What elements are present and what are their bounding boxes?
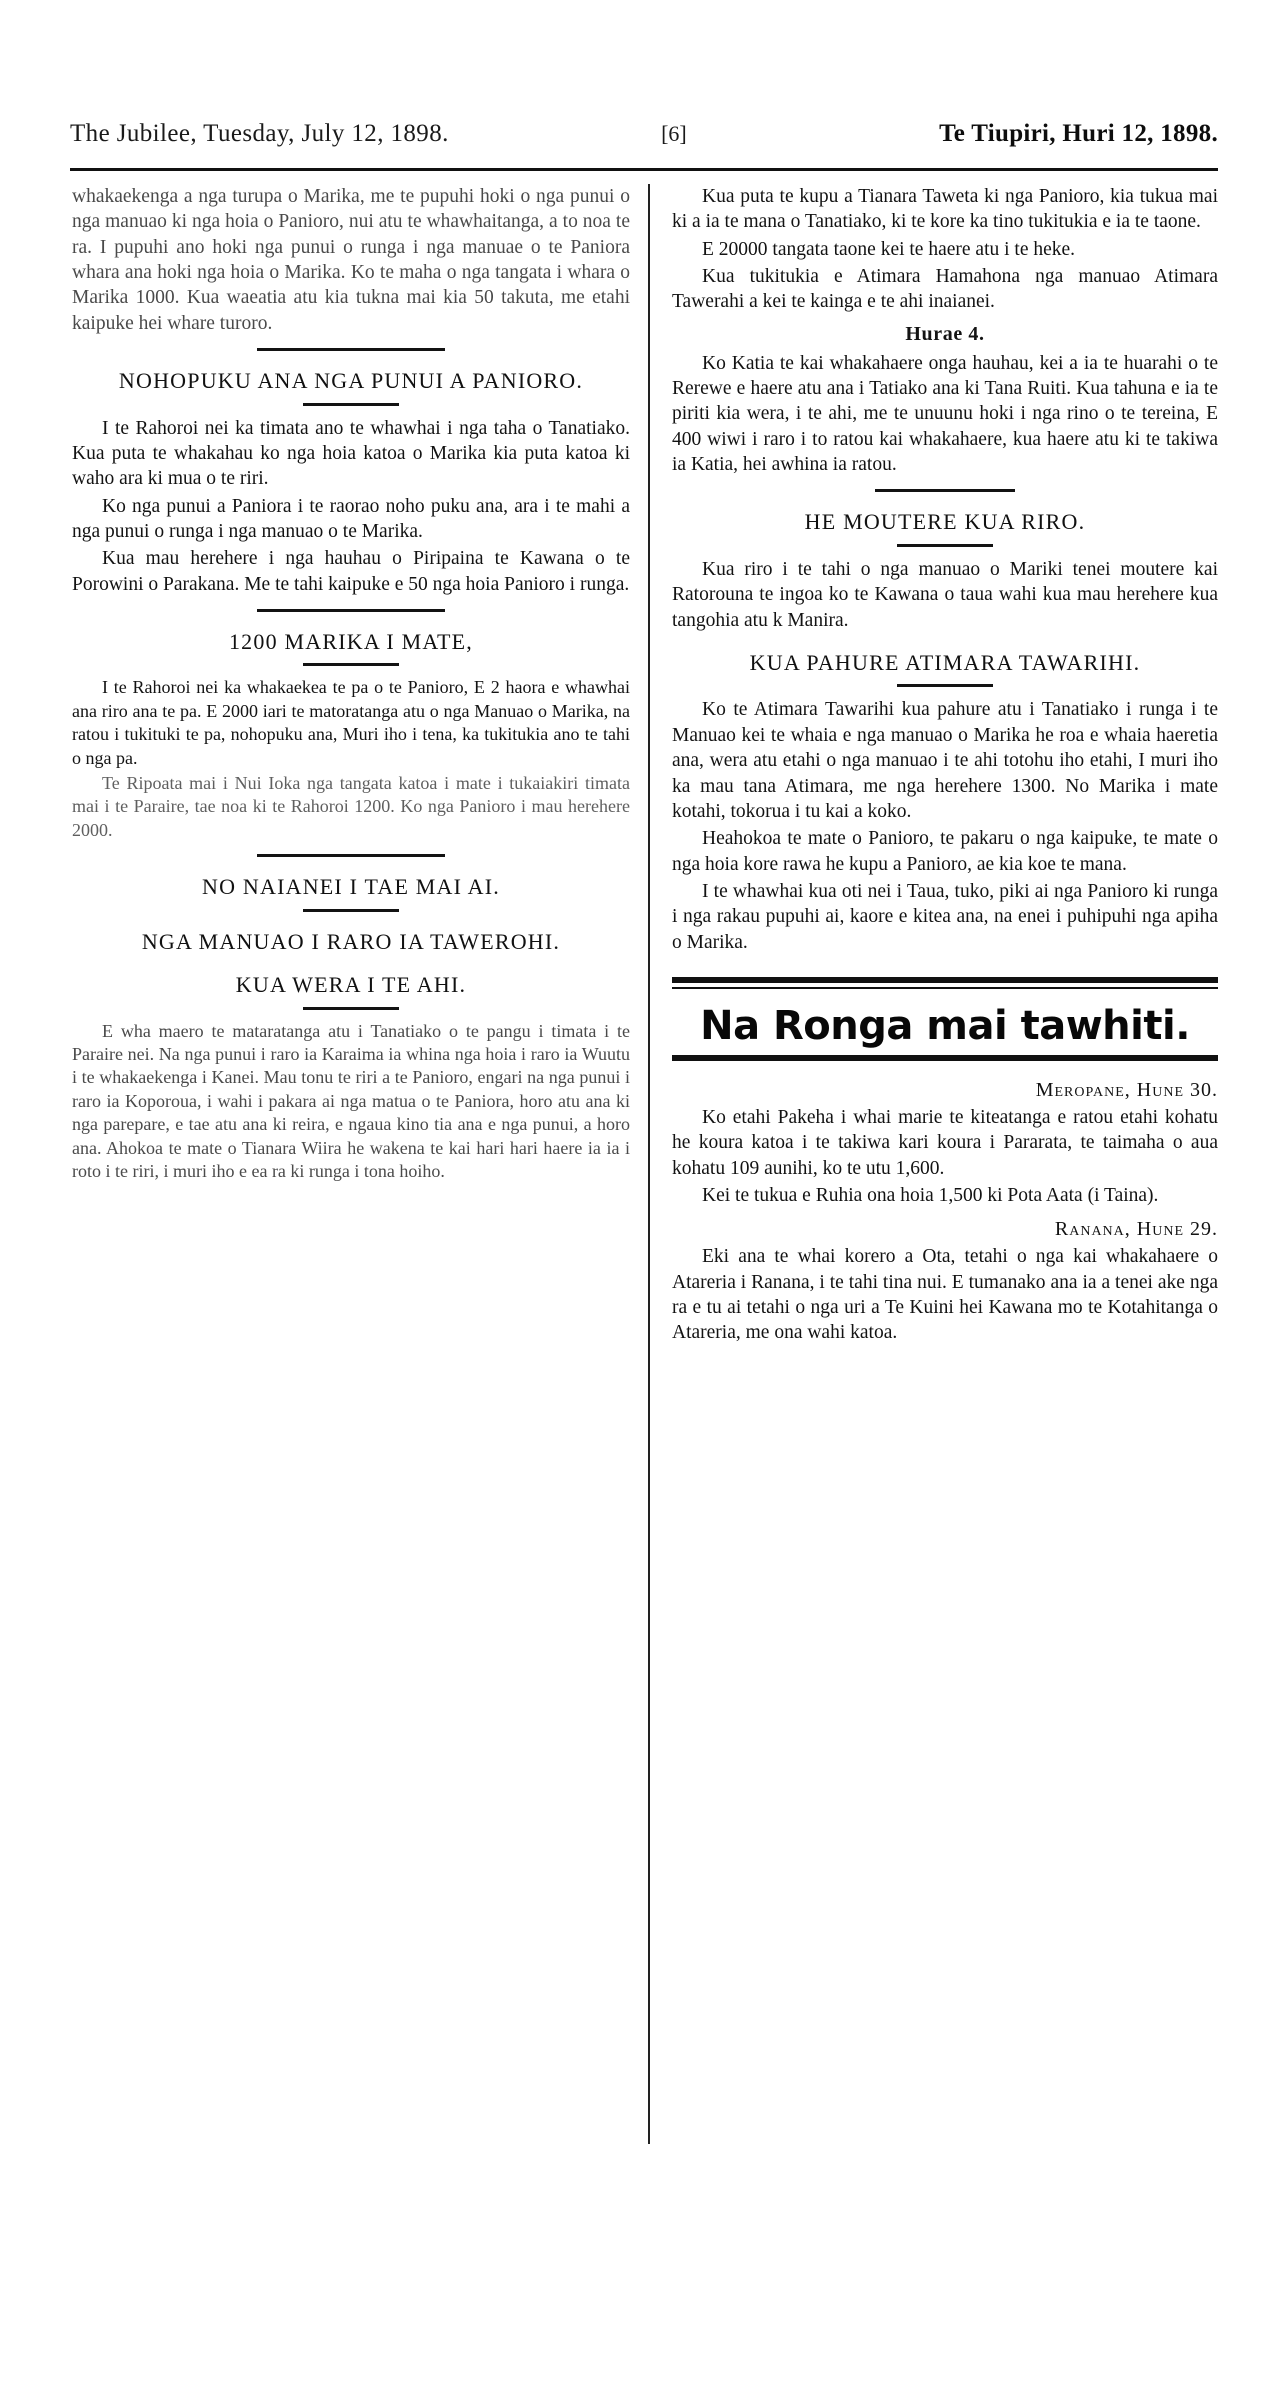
paragraph: Ko etahi Pakeha i whai marie te kiteatanga e ratou etahi kohatu he koura katoa i te takiwa kari koura i Pararata, te taimaha o aua kohatu 109 aunihi, ko te utu 1,600. [672,1106,1218,1179]
section-heading-no-naianei: NO NAIANEI I TAE MAI AI. [202,874,500,900]
paragraph: E 20000 tangata taone kei te haere atu i te heke. [702,238,1076,260]
masthead-left-title: The Jubilee, Tuesday, July 12, 1898. [70,120,449,147]
section-heading-marika-i-mate: 1200 MARIKA I MATE, [228,628,474,654]
banner-rule-bottom [672,987,1218,989]
dateline-ranana: Ranana, Hune 29. [1054,1218,1218,1241]
dateline-hurae: Hurae 4. [905,322,985,345]
paragraph: Ko te Atimara Tawarihi kua pahure atu i Tanatiako i runga i te Manuao kei te whaia e nga manuao o Marika he roa e whaia haeretia ana, wera atu etahi o nga manuao i te ahi totohu iho etahi, I muri iho ka mau tana Atimara, me nga herehere 1300. No Marika i mate kotahi, tokorua i tu kai a koko. [672,699,1218,822]
paragraph: I te Rahoroi nei ka timata ano te whawhai i nga taha o Tanatiako. Kua puta te whakahau ko nga hoia katoa o Marika kia puta katoa ki waho ara ki mua o te riri. [72,417,630,490]
heading-underline [303,403,399,406]
section-separator [875,489,1015,492]
paragraph: Kei te tukua e Ruhia ona hoia 1,500 ki Pota Aata (i Taina). [702,1184,1159,1206]
column-divider [648,184,650,2144]
paragraph: Kua puta te kupu a Tianara Taweta ki nga Panioro, kia tukua mai ki a ia te mana o Tanatiako, ki te kore ka tino tukitukia e ia te taone. [672,186,1218,233]
paragraph: whakaekenga a nga turupa o Marika, me te pupuhi hoki o nga punui o nga manuao ki nga hoia o Panioro, nui atu te whawhaitanga, a to noa te ra. I pupuhi ano hoki nga punui o runga i nga manuae o te Paniora whara ana hoki nga hoia o Marika. Ko te maha o nga tangata i whara o Marika 1000. Kua waeatia atu kia tukna mai kia 50 takuta, me etahi kaipuke hei whare turoro. [72,186,630,334]
masthead-right-title: Te Tiupiri, Huri 12, 1898. [939,120,1218,147]
right-column [672,184,1218,1348]
section-heading-nga-manuao: NGA MANUAO I RARO IA TAWEROHI. [141,928,561,954]
paragraph: Ko Katia te kai whakahaere onga hauhau, kei a ia te huarahi o te Rerewe e haere atu ana i Tatiako ana ki Tana Ruiti. Kua tahuna e ia te piriti kia wera, i te ahi, me te unuunu hoki i nga rino o te tereina, E 400 wiwi i raro i to ratou kai whakahaere, kua haere atu ki te takiwa ia Katia, hei awhina ia ratou. [672,352,1218,476]
heading-underline [303,663,399,666]
section-heading-kua-wera: KUA WERA I TE AHI. [235,972,467,998]
page-number: [6] [661,121,687,146]
paragraph: Eki ana te whai korero a Ota, tetahi o nga kai whakahaere o Atareria i Ranana, i te tahi tina nui. E tumanako ana ia a tenei ake nga ra e tu ai tetahi o nga uri a Te Kuini hei Kawana mo te Kotahitanga o Atareria, me ona wahi katoa. [672,1246,1218,1344]
section-separator [257,854,445,857]
masthead [70,120,1218,160]
paragraph: E wha maero te mataratanga atu i Tanatiako o te pangu i timata i te Paraire nei. Na nga punui i raro ia Karaima ia whina nga hoia i raro ia Wuutu i te whakaekenga i Kanei. Mau tonu te riri a te Panioro, engari na nga punui i raro ia Koporoua, i wahi i pakara ai nga matua o te Paniora, horo atu ana ki nga parepare, e tae atu ana ki reira, e ngaua kino tia ana e nga punui, a horo ana. Ahokoa te mate o Tianara Wiira he wakena te kai hari hari haere ia ia i roto i te riri, i muri iho e ea ra ki runga i tona hoiho. [72,1020,630,1182]
paragraph: Kua riro i te tahi o nga manuao o Mariki tenei moutere kai Ratorouna te ingoa ko te Kawana o taua wahi kua mau herehere kua tangohia atu k Manira. [672,558,1218,631]
paragraph: Kua mau herehere i nga hauhau o Piripaina te Kawana o te Porowini o Parakana. Me te tahi kaipuke e 50 nga hoia Panioro i runga. [72,548,630,595]
paragraph: Te Ripoata mai i Nui Ioka nga tangata katoa i mate i tukaiakiri timata mai i te Paraire, tae noa ki te Rahoroi 1200. Ko nga Panioro i mau herehere 2000. [72,773,630,840]
paragraph: Heahokoa te mate o Panioro, te pakaru o nga kaipuke, te mate o nga hoia kore rawa he kupu a Panioro, ae kia koe te mana. [672,828,1218,875]
heading-underline [303,1007,399,1010]
heading-underline [897,684,993,687]
banner-heading-na-ronga: Na Ronga mai tawhiti. [700,1002,1190,1049]
heading-underline [897,544,993,547]
paragraph: Kua tukitukia e Atimara Hamahona nga manuao Atimara Tawerahi a kei te kainga e te ahi inaianei. [672,266,1218,313]
left-column [72,184,630,1185]
paragraph: Ko nga punui a Paniora i te raorao noho puku ana, ara i te mahi a nga punui o runga i nga manuao o te Marika. [72,495,630,542]
heading-underline [303,909,399,912]
paragraph: I te whawhai kua oti nei i Taua, tuko, piki ai nga Panioro ki runga i nga rakau pupuhi ai, kaore e kitea ana, na enei i puhipuhi nga apiha o Marika. [672,880,1218,953]
masthead-rule [70,168,1218,171]
section-separator [257,609,445,612]
section-heading-kua-pahure: KUA PAHURE ATIMARA TAWARIHI. [749,649,1141,675]
section-heading-nohopuku: NOHOPUKU ANA NGA PUNUI A PANIORO. [118,368,584,394]
section-separator [257,348,445,351]
banner-rule-top [672,977,1218,983]
dateline-meropane: Meropane, Hune 30. [1035,1078,1218,1101]
banner-rule-under [672,1055,1218,1061]
paragraph: I te Rahoroi nei ka whakaekea te pa o te Panioro, E 2 haora e whawhai ana riro ana te pa. E 2000 iari te matoratanga atu o nga Manuao o Marika, na ratou i tukituki te pa, nohopuku ana, Muri iho i tena, ka tukitukia ano te tahi o nga pa. [72,677,630,768]
section-heading-he-moutere: HE MOUTERE KUA RIRO. [804,509,1086,535]
